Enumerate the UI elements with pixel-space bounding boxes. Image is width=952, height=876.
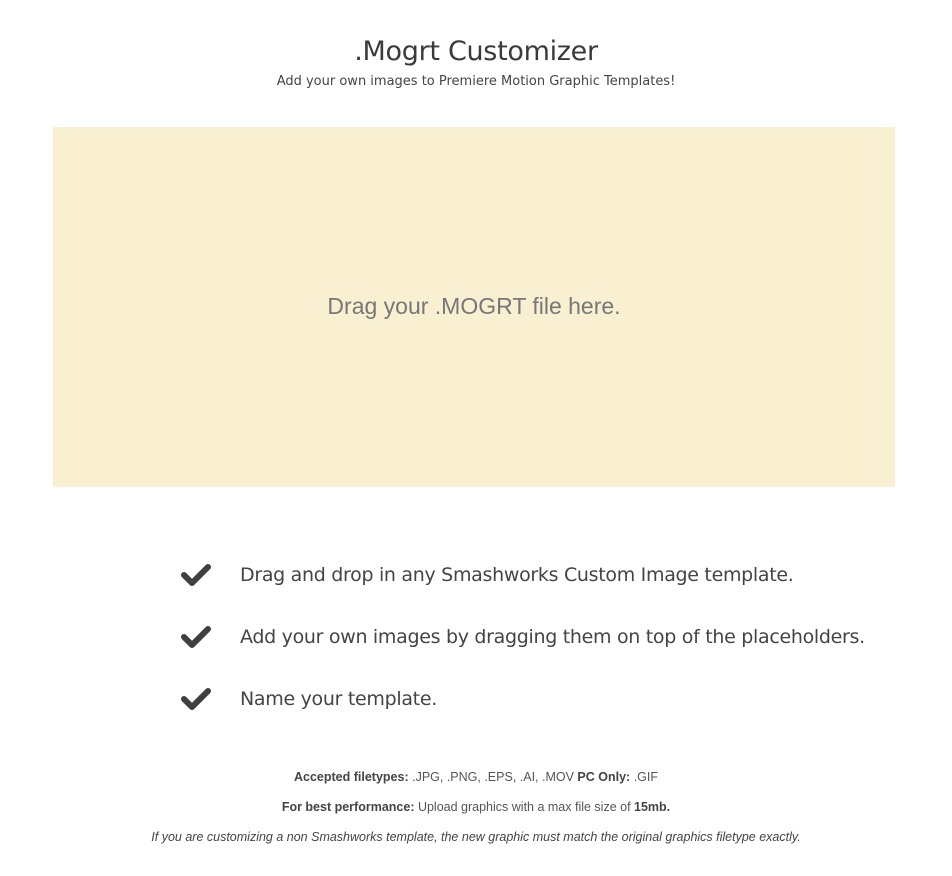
checkmark-icon	[178, 619, 214, 655]
page-title: .Mogrt Customizer	[354, 36, 598, 67]
filetypes-label: Accepted filetypes:	[294, 770, 409, 784]
feature-list	[178, 554, 878, 740]
drop-zone-label: Drag your .MOGRT file here.	[327, 292, 621, 319]
notes	[0, 767, 952, 857]
feature-item	[178, 616, 878, 658]
checkmark-icon	[178, 557, 214, 593]
feature-item	[178, 554, 878, 596]
pc-only-label: PC Only:	[577, 770, 631, 784]
header	[0, 34, 952, 91]
performance-note	[0, 797, 952, 817]
filetypes-value: .JPG, .PNG, .EPS, .AI, .MOV	[408, 770, 578, 784]
max-file-size: 15mb.	[634, 800, 671, 814]
disclaimer-note: If you are customizing a non Smashworks template, the new graphic must match the original graphics filetype exactly.	[151, 830, 801, 844]
performance-label: For best performance:	[281, 800, 415, 814]
feature-text: Add your own images by dragging them on top of the placeholders.	[240, 626, 865, 648]
checkmark-icon	[178, 681, 214, 717]
feature-item	[178, 678, 878, 720]
filetypes-note	[0, 767, 952, 787]
mogrt-drop-zone[interactable]	[53, 127, 895, 487]
performance-value: Upload graphics with a max file size of	[414, 800, 635, 814]
pc-only-value: .GIF	[630, 770, 658, 784]
feature-text: Name your template.	[240, 688, 437, 710]
page-subtitle: Add your own images to Premiere Motion Graphic Templates!	[276, 74, 676, 89]
feature-text: Drag and drop in any Smashworks Custom Image template.	[240, 564, 794, 586]
